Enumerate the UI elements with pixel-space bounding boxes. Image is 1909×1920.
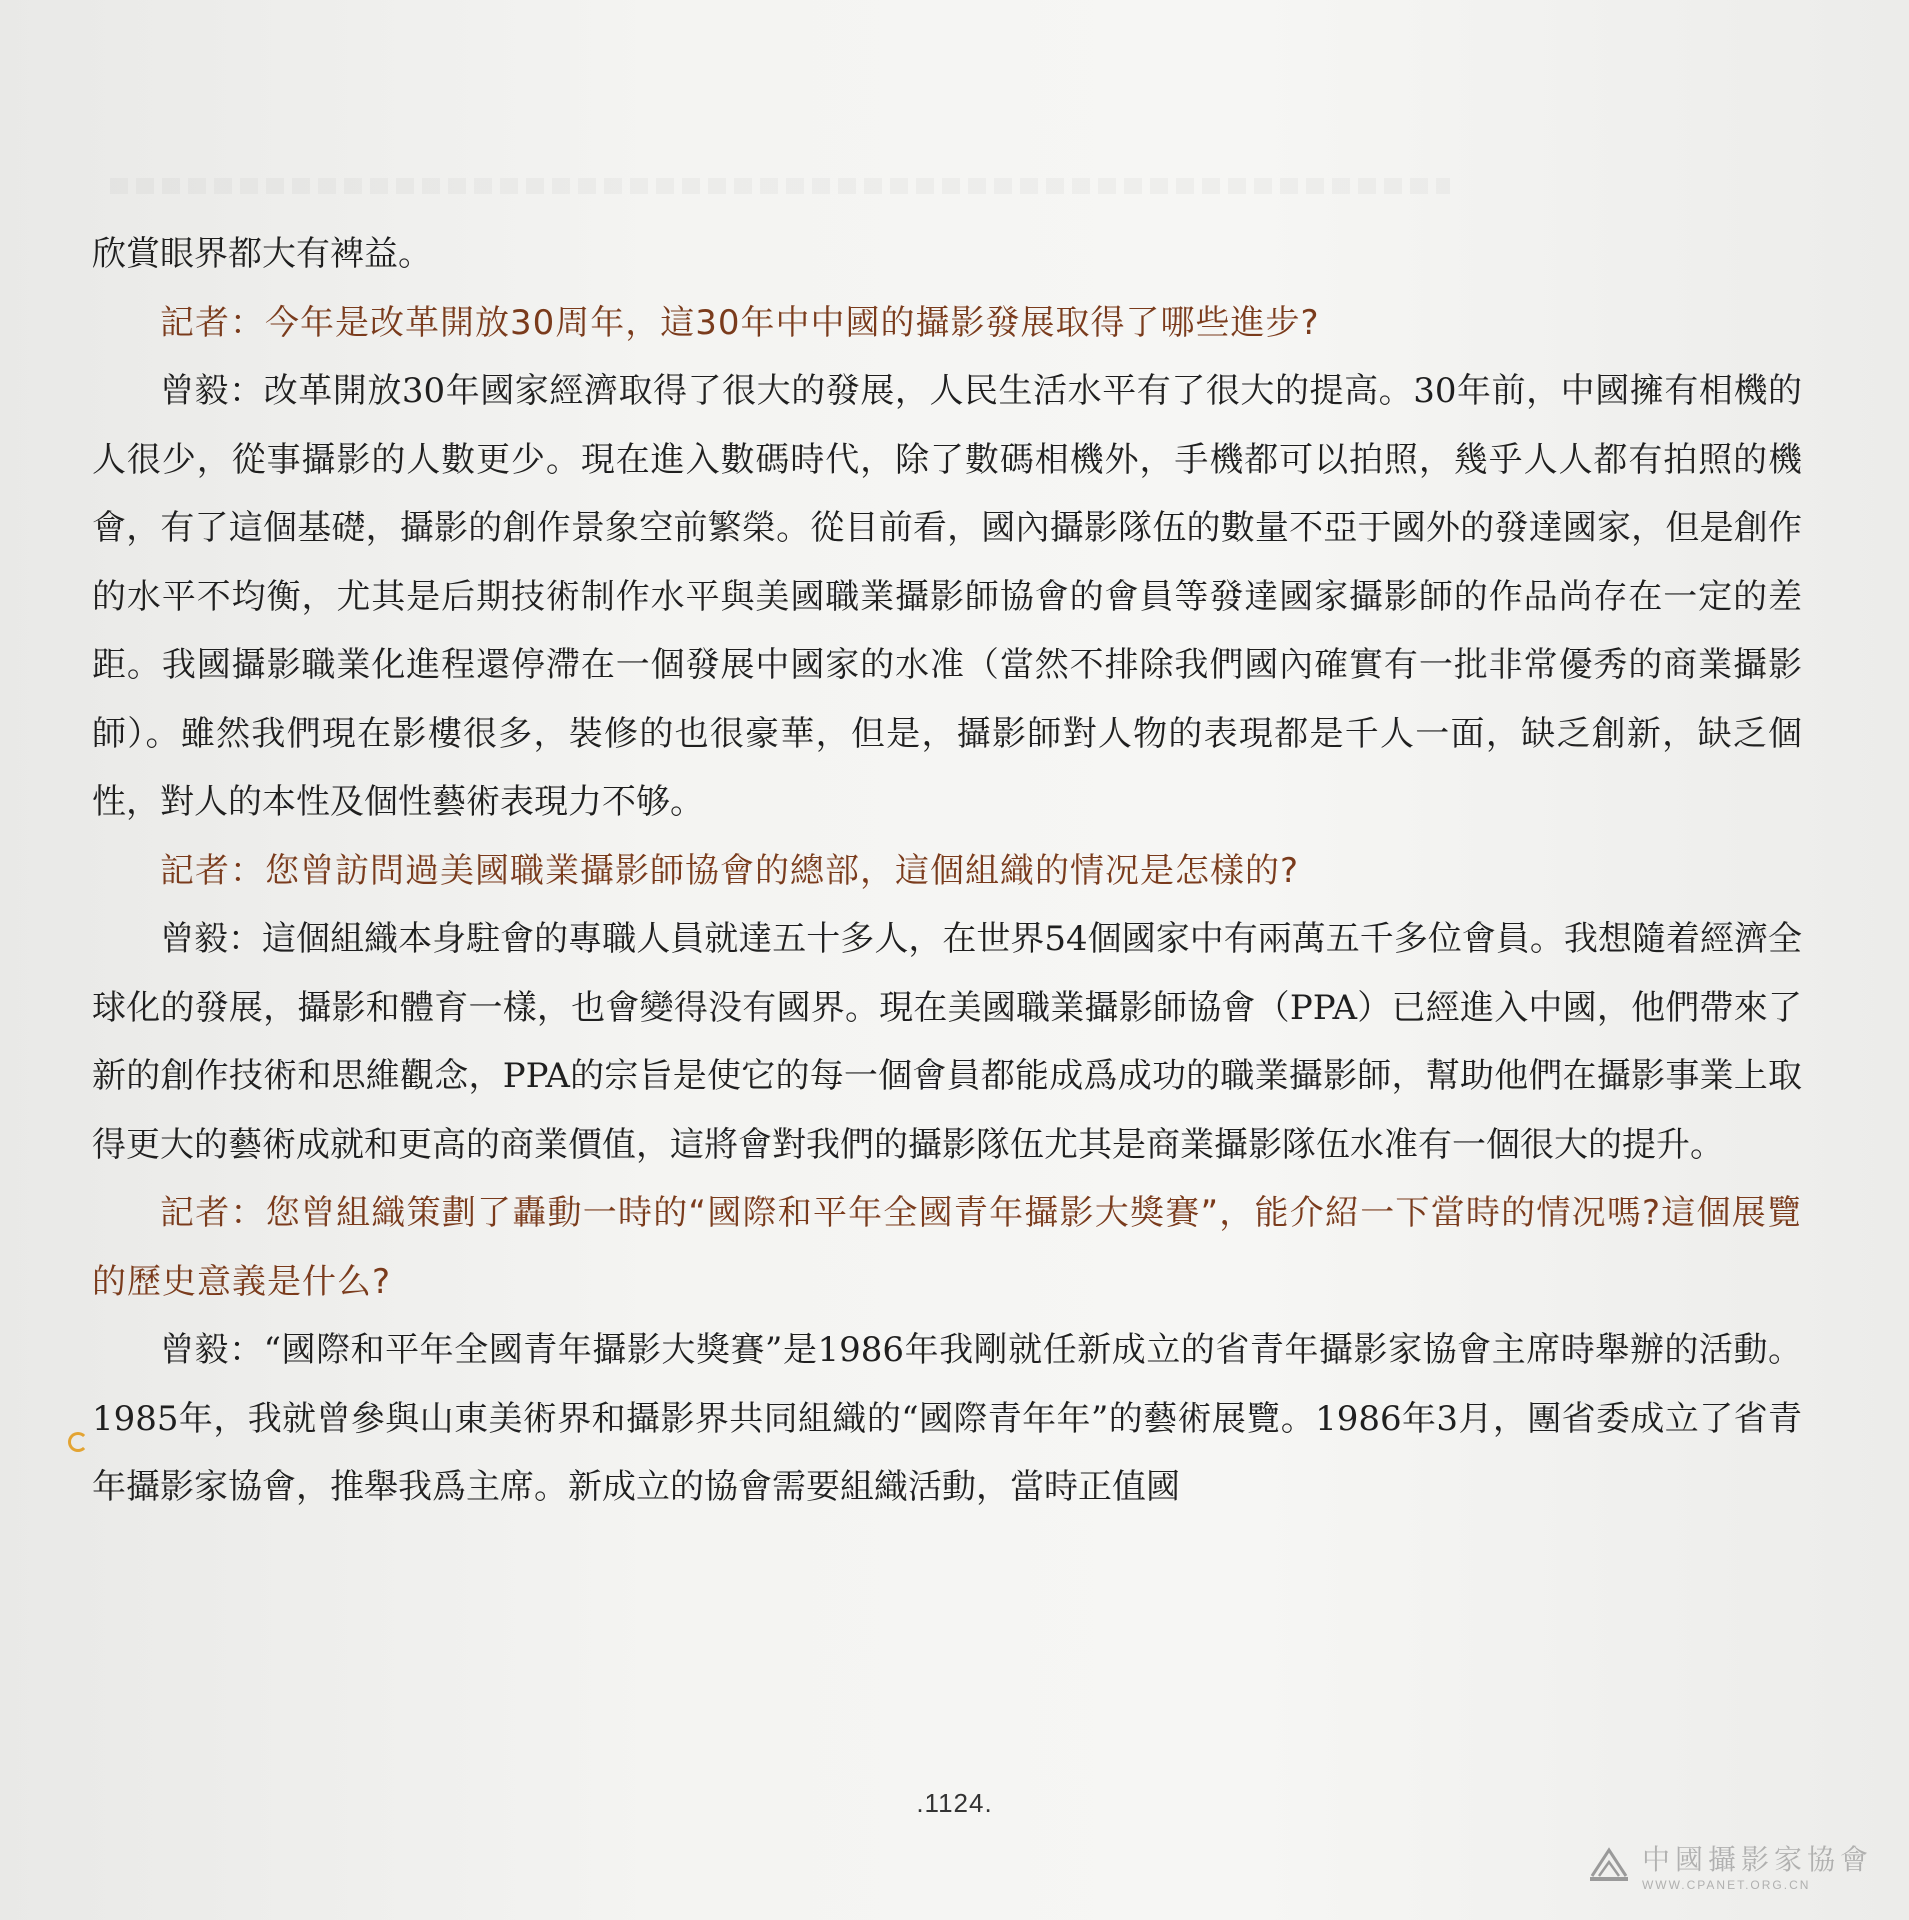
margin-mark-icon <box>68 1432 88 1452</box>
interviewee-answer: 曾毅：“國際和平年全國青年攝影大獎賽”是1986年我剛就任新成立的省青年攝影家協會主席時舉辦的活動。1985年，我就曾參與山東美術界和攝影界共同組織的“國際青年年”的藝術展覽。1986年3月，團省委成立了省青年攝影家協會，推舉我爲主席。新成立的協會需要組織活動，當時正值國 <box>92 1330 1802 1507</box>
reporter-question: 記者：您曾訪問過美國職業攝影師協會的總部，這個組織的情况是怎樣的? <box>160 850 1300 891</box>
watermark-chinese: 中國攝影家協會 <box>1641 1843 1873 1876</box>
watermark <box>1586 1838 1873 1892</box>
reporter-question: 記者：您曾組織策劃了轟動一時的“國際和平年全國青年攝影大獎賽”，能介紹一下當時的情况嗎?這個展覽的歷史意義是什么? <box>92 1193 1802 1302</box>
article-body <box>92 220 1802 1522</box>
paragraph-continuation: 欣賞眼界都大有裨益。 <box>92 234 432 274</box>
page-number: .1124. <box>916 1788 993 1818</box>
watermark-url: WWW.CPANET.ORG.CN <box>1641 1878 1811 1892</box>
reporter-question: 記者：今年是改革開放30周年，這30年中中國的攝影發展取得了哪些進步? <box>160 302 1320 343</box>
cpa-logo-icon <box>1586 1842 1632 1888</box>
interviewee-answer: 曾毅：這個組織本身駐會的專職人員就達五十多人，在世界54個國家中有兩萬五千多位會員。我想隨着經濟全球化的發展，攝影和體育一樣，也會變得没有國界。現在美國職業攝影師協會（PPA）已經進入中國，他們帶來了新的創作技術和思維觀念，PPA的宗旨是使它的每一個會員都能成爲成功的職業攝影師，幫助他們在攝影事業上取得更大的藝術成就和更高的商業價值，這將會對我們的攝影隊伍尤其是商業攝影隊伍水准有一個很大的提升。 <box>92 919 1802 1165</box>
bleed-through-line <box>110 178 1450 194</box>
interviewee-answer: 曾毅：改革開放30年國家經濟取得了很大的發展，人民生活水平有了很大的提高。30年前，中國擁有相機的人很少，從事攝影的人數更少。現在進入數碼時代，除了數碼相機外，手機都可以拍照，幾乎人人都有拍照的機會，有了這個基礎，攝影的創作景象空前繁榮。從目前看，國內攝影隊伍的數量不亞于國外的發達國家，但是創作的水平不均衡，尤其是后期技術制作水平與美國職業攝影師協會的會員等發達國家攝影師的作品尚存在一定的差距。我國攝影職業化進程還停滯在一個發展中國家的水准（當然不排除我們國內確實有一批非常優秀的商業攝影師）。雖然我們現在影樓很多，裝修的也很豪華，但是，攝影師對人物的表現都是千人一面，缺乏創新，缺乏個性，對人的本性及個性藝術表現力不够。 <box>92 371 1802 822</box>
